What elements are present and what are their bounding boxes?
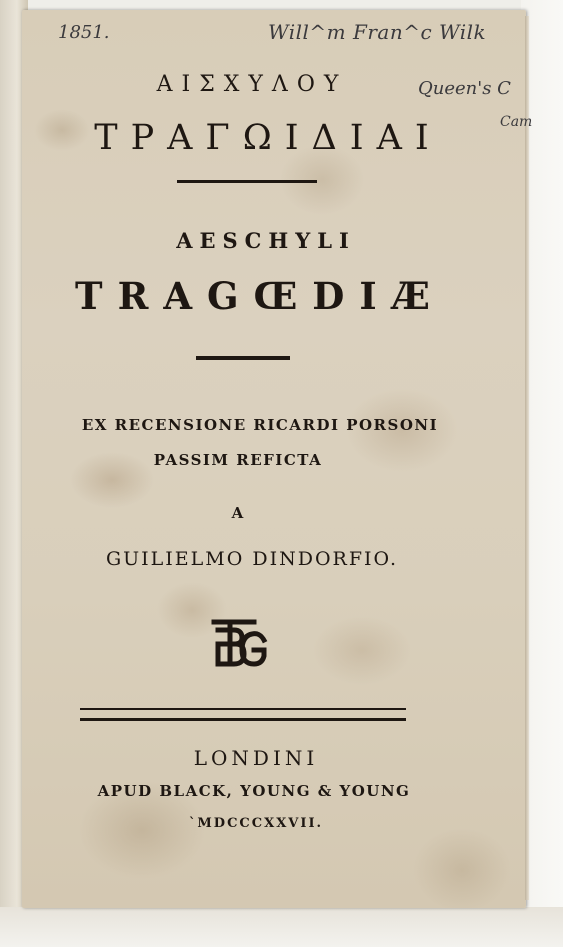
printer-monogram-icon bbox=[208, 616, 268, 670]
divider-rule bbox=[177, 180, 317, 183]
double-rule bbox=[80, 708, 406, 721]
background-surface-bottom bbox=[0, 907, 563, 947]
handwritten-college: Queen's C bbox=[418, 78, 511, 99]
recension-line-1: EX RECENSIONE RICARDI PORSONI bbox=[81, 416, 439, 434]
latin-title: TRAGŒDIÆ bbox=[75, 274, 445, 318]
imprint-place: LONDINI bbox=[193, 746, 319, 770]
imprint-publisher: APUD BLACK, YOUNG & YOUNG bbox=[97, 782, 411, 800]
handwritten-year: 1851. bbox=[58, 22, 110, 43]
divider-rule-short bbox=[196, 356, 290, 360]
imprint-year: ˋMDCCCXXVII. bbox=[188, 816, 324, 831]
title-page bbox=[22, 10, 533, 908]
handwritten-cam: Cam bbox=[500, 114, 533, 130]
greek-title: ΤΡΑΓΩΙΔΙΑΙ bbox=[94, 118, 442, 158]
page-edge bbox=[525, 16, 529, 900]
recension-line-3: A bbox=[231, 504, 245, 522]
greek-author: ΑΙΣΧΥΛΟΥ bbox=[156, 72, 348, 97]
latin-author: AESCHYLI bbox=[176, 228, 356, 253]
recension-line-2: PASSIM REFICTA bbox=[153, 451, 323, 469]
editor-name: GUILIELMO DINDORFIO. bbox=[105, 548, 399, 570]
handwritten-owner-name: Will^m Fran^c Wilk bbox=[268, 20, 487, 44]
